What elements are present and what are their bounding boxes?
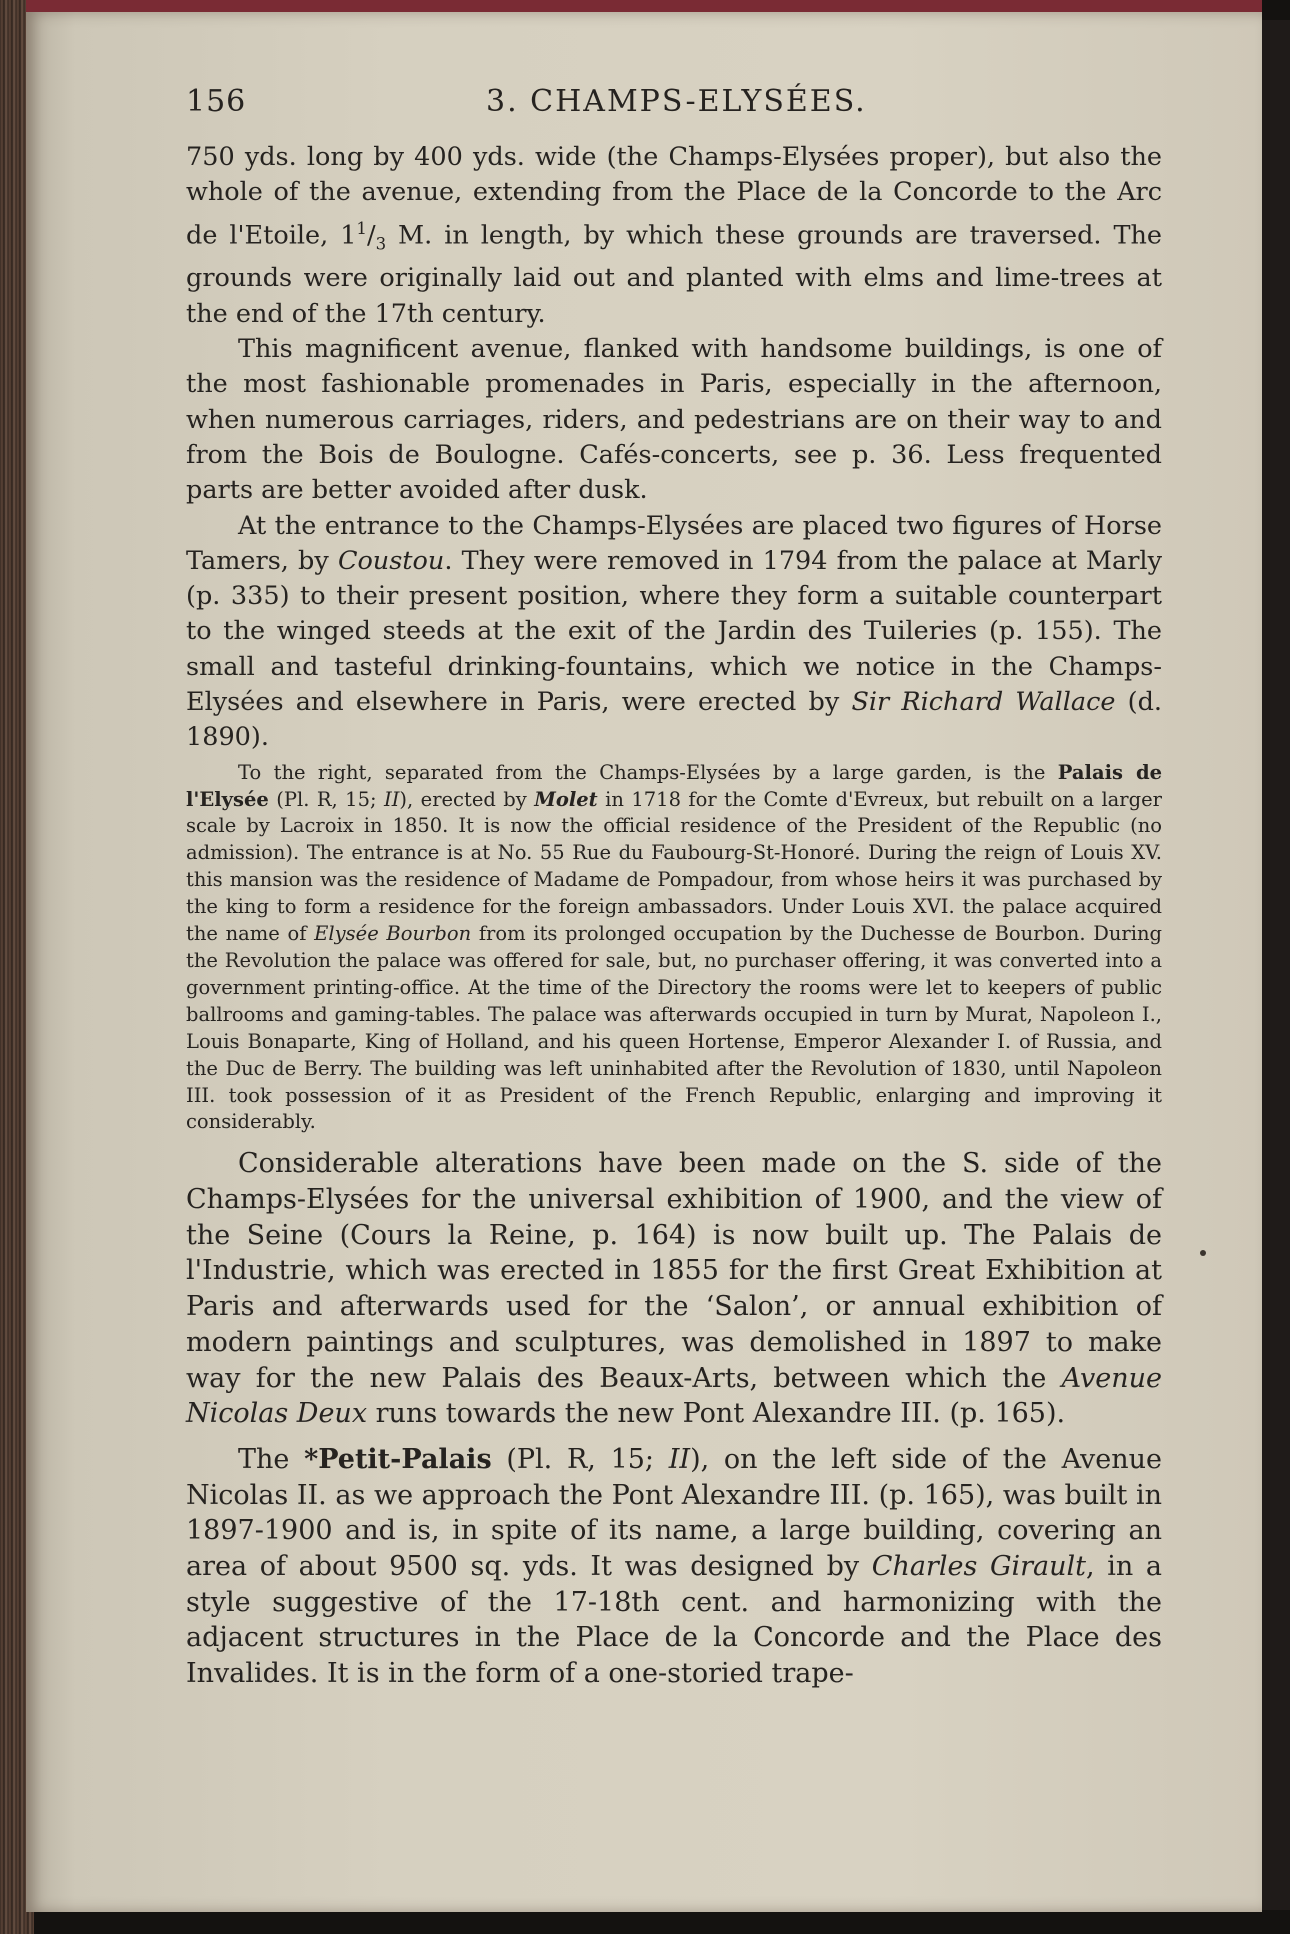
text-run: Molet: [534, 787, 598, 811]
page-number: 156: [186, 84, 247, 119]
paragraph-p5: [186, 1146, 1162, 1432]
text-run: from its prolonged occupation by the Duchesse de Bourbon. During the Revolution the palace was offered for sale, but, no purchaser offering, it was converted into a government printing-office. At the time of the Directory the rooms were let to keepers of public ballrooms and gaming-tables. The palace was afterwards occupied in turn by Murat, Napoleon I., Louis Bonaparte, King of Holland, and his queen Hortense, Emperor Alexander I. of Russia, and the Duc de Berry. The building was left uninhabited after the Revolution of 1830, until Napoleon III. took possession of it as President of the French Republic, enlarging and improving it considerably.: [186, 922, 1162, 1134]
text-run: II: [384, 787, 400, 811]
text-run: in 1718 for the Comte d'Evreux, but rebuilt on a larger scale by Lacroix in 1850. It is now the official residence of the President of the Republic (no admission). The entrance is at No. 55 Rue du Faubourg-St-Honoré. During the reign of Louis XV. this mansion was the residence of Madame de Pompadour, from whose heirs it was purchased by the king to form a residence for the foreign ambassadors. Under Louis XVI. the palace acquired the name of: [186, 787, 1162, 946]
text-run: Avenue Nicolas Deux: [186, 1362, 1162, 1430]
margin-mark: [1200, 1250, 1206, 1256]
paragraph-p6: [186, 1442, 1162, 1692]
paragraph-p2: [186, 332, 1162, 508]
text-run: II: [668, 1443, 691, 1475]
paragraph-p3: [186, 509, 1162, 756]
paragraph-p4: [186, 760, 1162, 1137]
page-text-block: [186, 84, 1162, 1692]
text-run: /: [366, 220, 376, 251]
text-run: 3: [375, 234, 387, 254]
text-run: To the right, separated from the Champs-Elysées by a large garden, is the: [238, 760, 1058, 784]
text-run: runs towards the new Pont Alexandre III. (p. 165).: [367, 1398, 1066, 1430]
text-run: *Petit-Palais: [304, 1443, 492, 1475]
text-run: The: [238, 1443, 305, 1475]
text-run: . They were removed in 1794 from the palace at Marly (p. 335) to their present position, where they form a suitable counterpart to the winged steeds at the exit of the Jardin des Tuileries (p. 155). The small and tasteful drinking-fountains, which we notice in the Champs-Elysées and elsewhere in Paris, were erected by: [186, 545, 1162, 718]
text-run: 750 yds. long by 400 yds. wide (the Champs-Elysées proper), but also the whole of the avenue, extending from the Place de la Concorde to the Arc de l'Etoile, 1: [186, 142, 1162, 251]
text-run: ), erected by: [399, 787, 535, 811]
text-run: (d. 1890).: [186, 687, 1162, 753]
text-run: 1: [356, 218, 367, 238]
text-run: Sir Richard Wallace: [851, 687, 1116, 718]
text-run: ), on the left side of the Avenue Nicolas II. as we approach the Pont Alexandre III. (p. 165), was built in 1897-1900 and is, in spite of its name, a large building, covering an area of about 9500 sq. yds. It was designed by: [186, 1443, 1162, 1583]
text-run: , in a style suggestive of the 17-18th cent. and harmonizing with the adjacent structures in the Place de la Concorde and the Place des Invalides. It is in the form of a one-storied trape-: [186, 1551, 1163, 1690]
text-run: (Pl. R, 15;: [268, 787, 384, 811]
text-run: Elysée Bourbon: [314, 922, 472, 946]
text-run: This magnificent avenue, flanked with handsome buildings, is one of the most fashionable promenades in Paris, especially in the afternoon, when numerous carriages, riders, and pedestrians are on their way to and from the Bois de Boulogne. Cafés-concerts, see p. 36. Less frequented parts are better avoided after dusk.: [186, 334, 1162, 506]
body-text: [186, 140, 1162, 1692]
text-run: At the entrance to the Champs-Elysées are placed two figures of Horse Tamers, by: [186, 510, 1162, 576]
text-run: (Pl. R, 15;: [491, 1443, 669, 1475]
text-run: Coustou: [337, 545, 445, 576]
text-run: Palais de l'Elysée: [186, 760, 1162, 811]
chapter-title: 3. CHAMPS-ELYSÉES.: [486, 84, 867, 119]
text-run: Considerable alterations have been made on the S. side of the Champs-Elysées for the universal exhibition of 1900, and the view of the Seine (Cours la Reine, p. 164) is now built up. The Palais de l'Industrie, which was erected in 1855 for the first Great Exhibition at Paris and afterwards used for the ‘Salon’, or annual exhibition of modern paintings and sculptures, was demolished in 1897 to make way for the new Palais des Beaux-Arts, between which the: [186, 1148, 1162, 1394]
running-head: [186, 84, 1162, 134]
book-right-edge: [1262, 20, 1290, 1910]
text-run: Charles Girault: [871, 1551, 1087, 1583]
paragraph-p1: [186, 140, 1162, 332]
text-run: M. in length, by which these grounds are traversed. The grounds were originally laid out and planted with elms and lime-trees at the end of the 17th century.: [186, 220, 1162, 329]
